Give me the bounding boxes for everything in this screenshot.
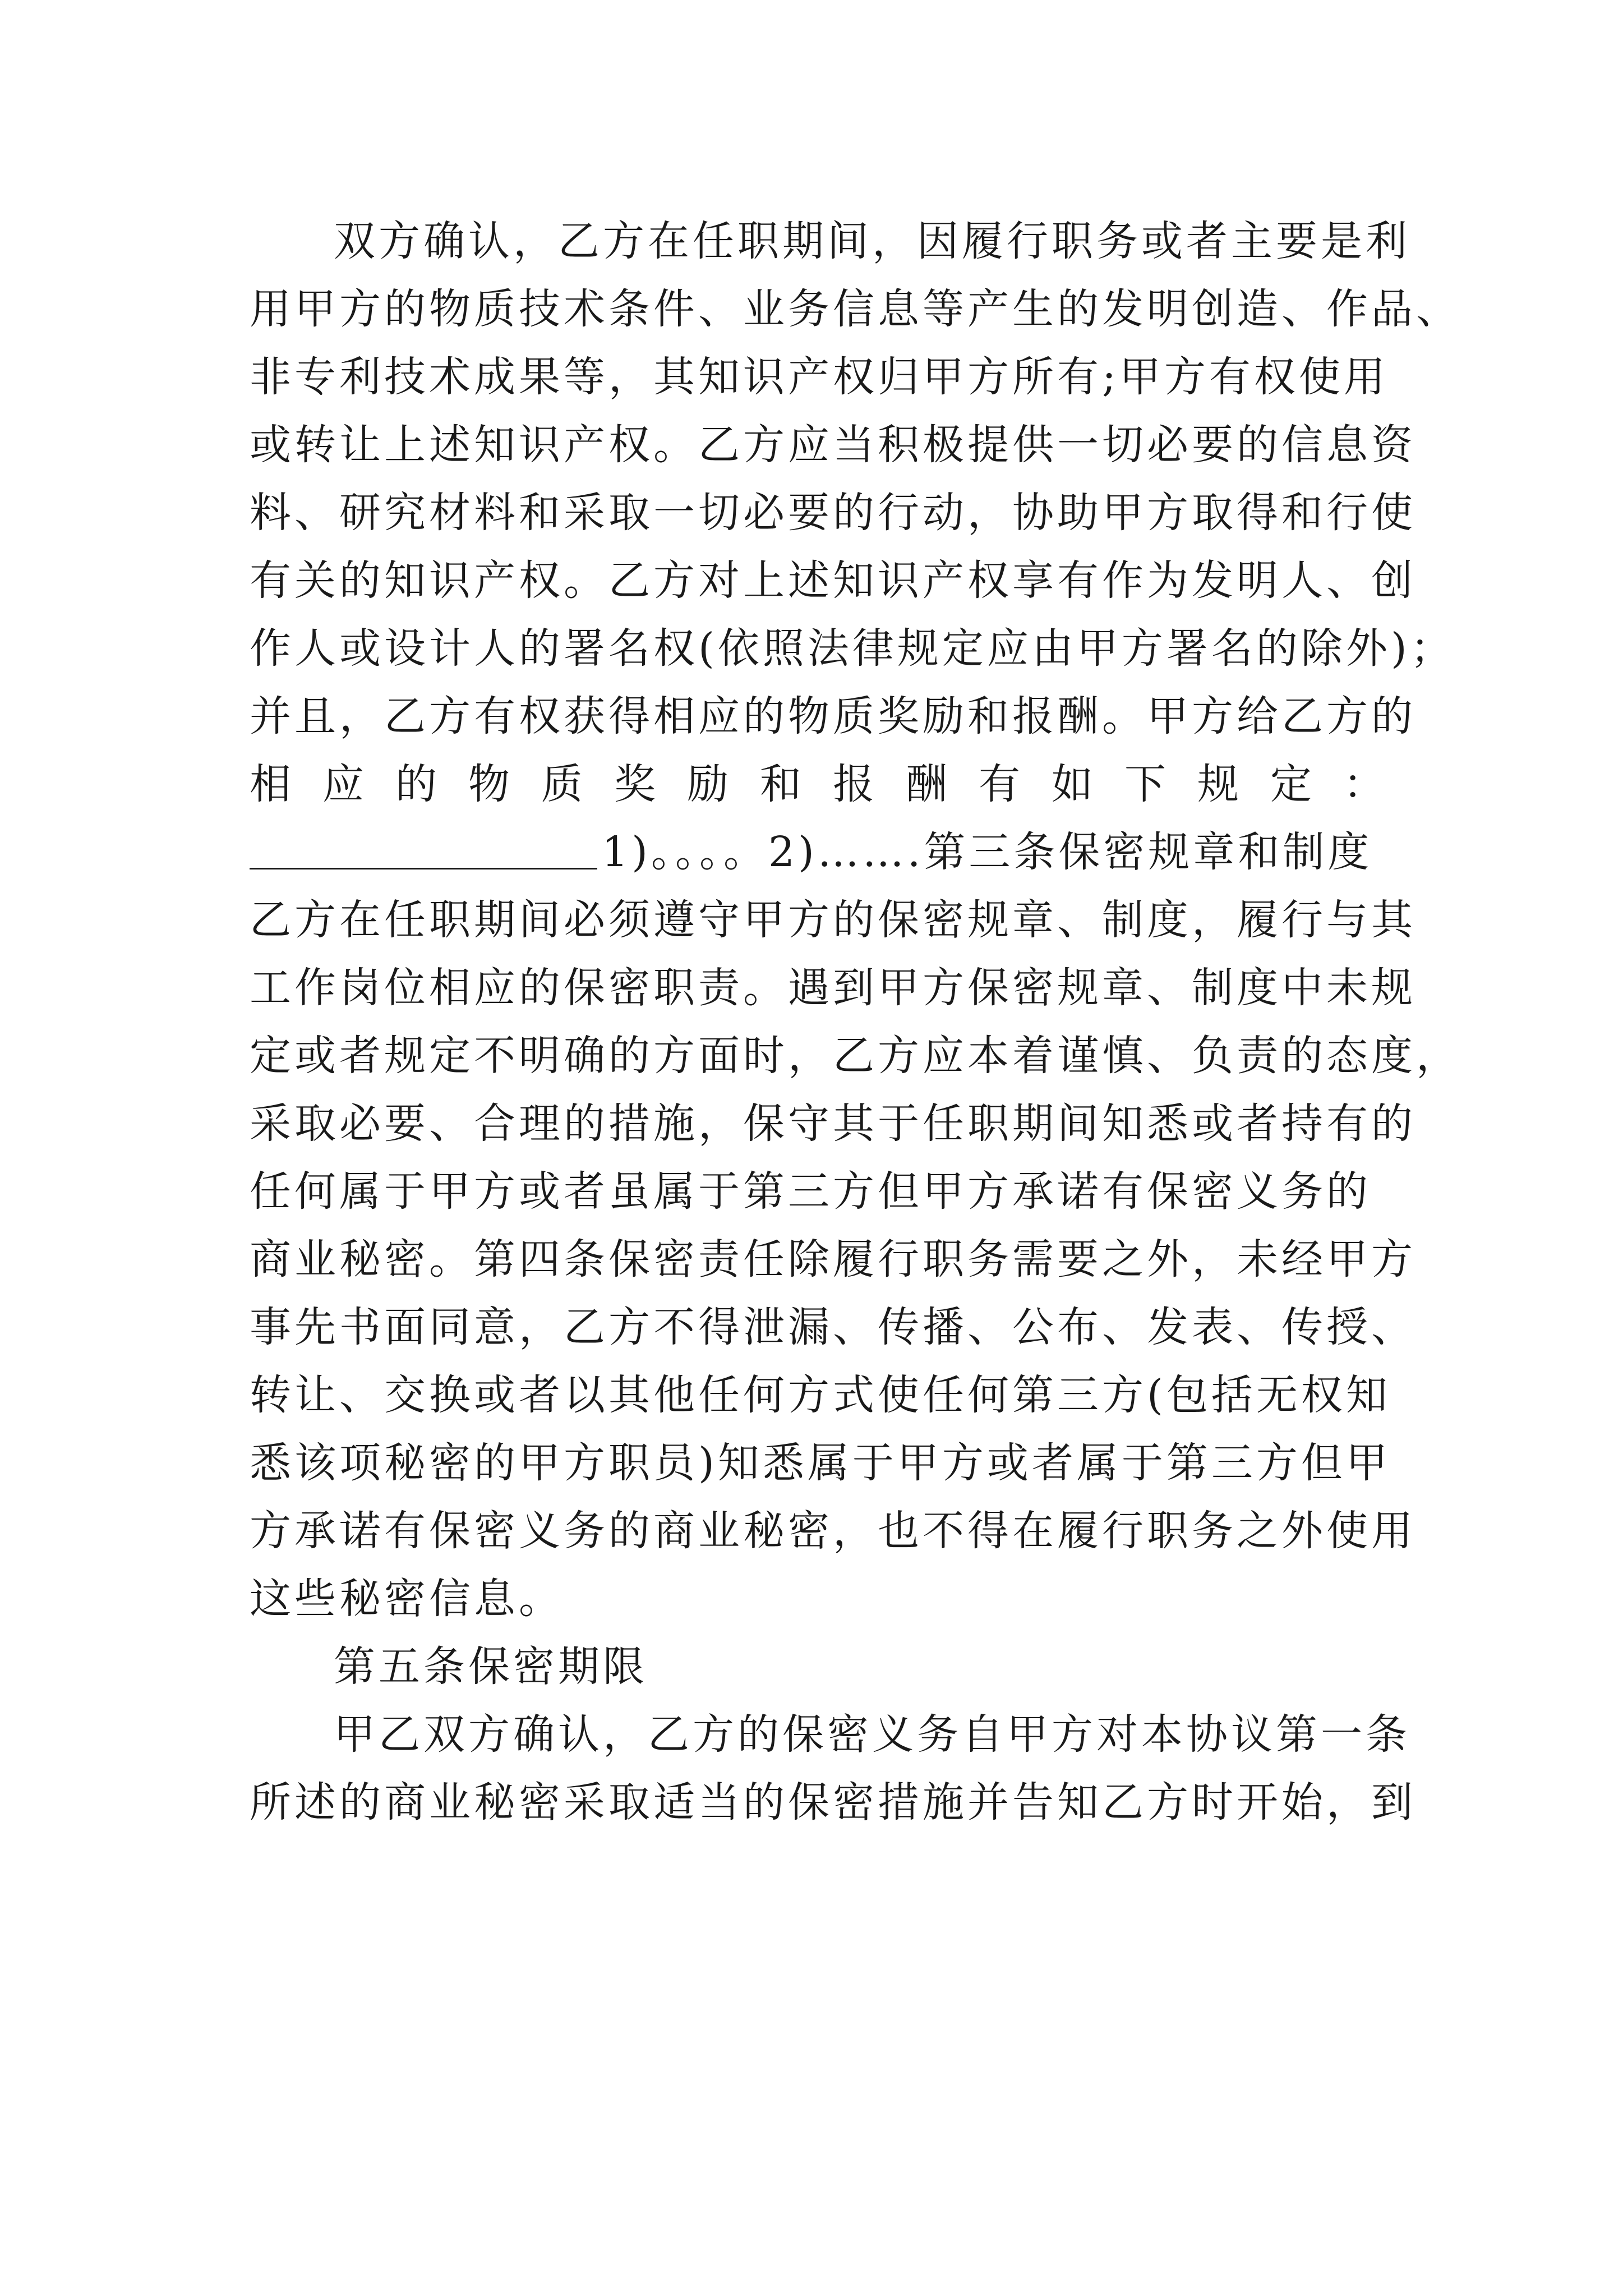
paragraph-line: 采取必要、合理的措施，保守其于任职期间知悉或者持有的 (250, 1099, 1416, 1148)
paragraph-line: 料、研究材料和采取一切必要的行动，协助甲方取得和行使 (250, 489, 1416, 537)
paragraph-line: 转让、交换或者以其他任何方式使任何第三方(包括无权知 (250, 1371, 1391, 1419)
paragraph-line: 悉该项秘密的甲方职员)知悉属于甲方或者属于第三方但甲 (250, 1439, 1391, 1487)
paragraph-line: 这些秘密信息。 (250, 1575, 564, 1623)
paragraph-line: 有关的知识产权。乙方对上述知识产权享有作为发明人、创 (250, 556, 1416, 605)
paragraph-line: 用甲方的物质技术条件、业务信息等产生的发明创造、作品、 (250, 285, 1461, 333)
section-heading: 第五条保密期限 (334, 1642, 648, 1691)
paragraph-line: 非专利技术成果等，其知识产权归甲方所有;甲方有权使用 (250, 353, 1389, 401)
paragraph-line: 相应的物质奖励和报酬有如下规定： (250, 760, 1416, 808)
paragraph-line: 事先书面同意，乙方不得泄漏、传播、公布、发表、传授、 (250, 1303, 1416, 1351)
paragraph-line: 或转让上述知识产权。乙方应当积极提供一切必要的信息资 (250, 421, 1416, 469)
paragraph-line: 双方确认，乙方在任职期间，因履行职务或者主要是利 (334, 217, 1410, 265)
blank-line-suffix: 1)。。。。2)…….第三条保密规章和制度 (602, 828, 1373, 876)
paragraph-line: 任何属于甲方或者虽属于第三方但甲方承诺有保密义务的 (250, 1167, 1371, 1216)
paragraph-line: 商业秘密。第四条保密责任除履行职务需要之外，未经甲方 (250, 1235, 1416, 1283)
paragraph-line: 所述的商业秘密采取适当的保密措施并告知乙方时开始，到 (250, 1778, 1416, 1826)
paragraph-line: 并且，乙方有权获得相应的物质奖励和报酬。甲方给乙方的 (250, 692, 1416, 740)
paragraph-line: 定或者规定不明确的方面时，乙方应本着谨慎、负责的态度， (250, 1032, 1461, 1080)
paragraph-line: 作人或设计人的署名权(依照法律规定应由甲方署名的除外)； (250, 624, 1455, 673)
paragraph-line: 乙方在任职期间必须遵守甲方的保密规章、制度，履行与其 (250, 896, 1416, 944)
fill-in-blank (250, 829, 597, 869)
paragraph-line: 甲乙双方确认，乙方的保密义务自甲方对本协议第一条 (334, 1710, 1410, 1759)
paragraph-line: 方承诺有保密义务的商业秘密，也不得在履行职务之外使用 (250, 1507, 1416, 1555)
document-body (250, 208, 1461, 1837)
paragraph-line: 工作岗位相应的保密职责。遇到甲方保密规章、制度中未规 (250, 964, 1416, 1012)
paragraph-line-with-blank (250, 818, 1413, 886)
